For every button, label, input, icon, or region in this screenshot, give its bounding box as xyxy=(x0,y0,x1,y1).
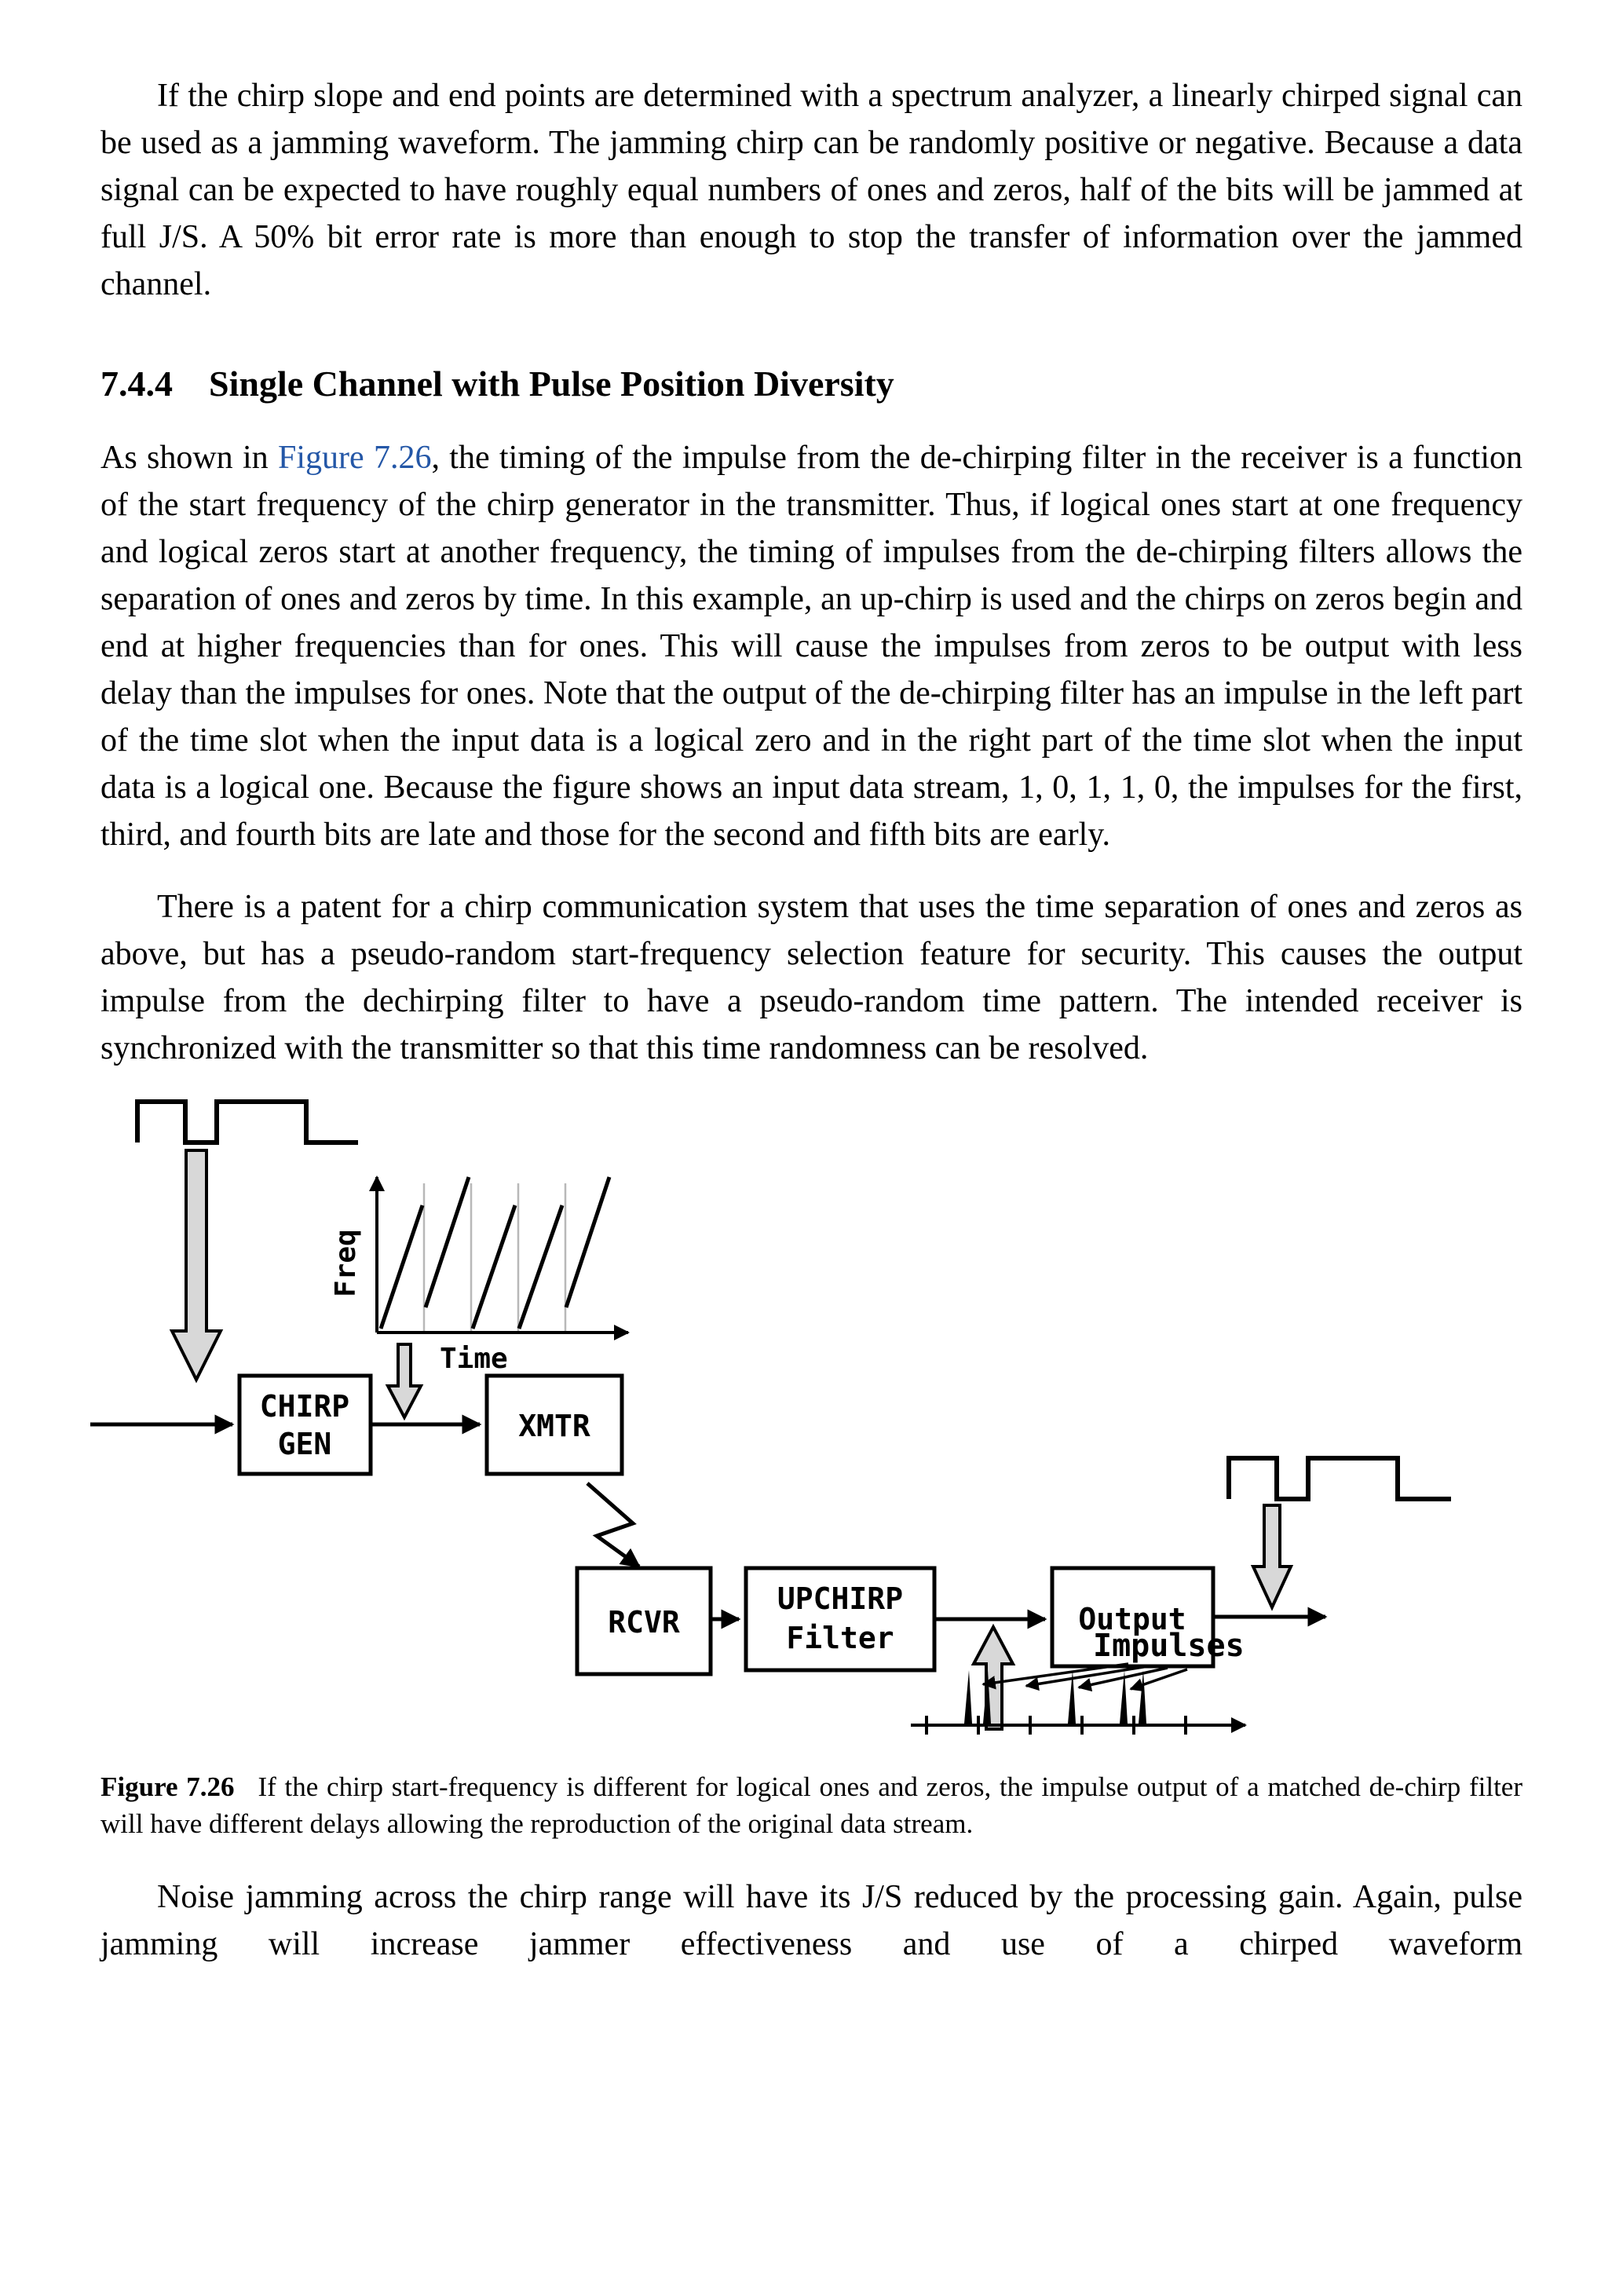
data-to-chirpgen-arrow-icon xyxy=(172,1150,221,1380)
chirpslope-to-xmtr-arrow-icon xyxy=(388,1344,421,1417)
chirp-ramp-one xyxy=(519,1205,562,1329)
chirp-ramp-one xyxy=(473,1205,515,1329)
paragraph-noise-jamming: Noise jamming across the chirp range will have its J/S reduced by the processing gain. Again, pulse jamming will increase jammer effectiveness and use of a chirped waveform xyxy=(101,1879,1522,1962)
waveform-to-output-arrow-icon xyxy=(1253,1505,1291,1607)
chirp-ramp-zero xyxy=(426,1177,469,1307)
upchirp-filter-label-line1: UPCHIRP xyxy=(777,1581,904,1616)
input-data-waveform xyxy=(137,1102,358,1143)
para2-text-after: , the timing of the impulse from the de-chirping filter in the receiver is a function of the start frequency of the chirp generator in the transmitter. Thus, if logical ones start at one frequency and logical zeros start at another frequency, the timing of impulses from the de-chirping filters allows the separation of ones and zeros by time. In this example, an up-chirp is used and the chirps on zeros begin and end at higher frequencies than for ones. This will cause the impulses from zeros to be output with less delay than the impulses for ones. Note that the output of the de-chirping filter has an impulse in the left part of the time slot when the input data is a logical zero and in the right part of the time slot when the input data is a logical one. Because the figure shows an input data stream, 1, 0, 1, 1, 0, the impulses for the first, third, and fourth bits are late and those for the second and fifth bits are early. xyxy=(101,440,1522,853)
figure-7-26-diagram xyxy=(79,1097,1522,1753)
impulse-spike-late xyxy=(964,1670,972,1724)
output-label: Output xyxy=(1078,1602,1186,1636)
chirp-ramp-one xyxy=(381,1205,422,1329)
time-axis-label: Time xyxy=(440,1343,508,1375)
impulse-pointer-line xyxy=(1131,1669,1187,1689)
figure-caption xyxy=(101,1768,1522,1842)
figure-7-26-link[interactable]: Figure 7.26 xyxy=(277,440,432,476)
figure-caption-text: If the chirp start-frequency is different for logical ones and zeros, the impulse output of a matched de-chirp filter will have different delays allowing the reproduction of the original data stream. xyxy=(101,1771,1522,1839)
chirp-gen-label-line1: CHIRP xyxy=(259,1389,350,1424)
section-number: 7.4.4 xyxy=(101,364,173,404)
rcvr-label: RCVR xyxy=(608,1605,680,1640)
chirp-gen-label-line2: GEN xyxy=(277,1427,332,1461)
impulses-label: Impulses xyxy=(1093,1628,1245,1664)
para2-text-before: As shown in xyxy=(101,440,278,476)
chirp-ramp-zero xyxy=(566,1177,609,1307)
chirp-freq-time-chart xyxy=(330,1177,628,1375)
paragraph-chirp-jamming: If the chirp slope and end points are determined with a spectrum analyzer, a linearly chirped signal can be used as a jamming waveform. The jamming chirp can be randomly positive or negative. Because a data signal can be expected to have roughly equal numbers of ones and zeros, half of the bits will be jammed at full J/S. A 50% bit error rate is more than enough to stop the transfer of information over the jammed channel. xyxy=(101,78,1522,302)
impulse-timeline xyxy=(911,1670,1245,1735)
freq-axis-label: Freq xyxy=(330,1229,362,1297)
impulse-spike-early xyxy=(1139,1670,1146,1724)
output-data-waveform xyxy=(1229,1458,1451,1499)
section-title: Single Channel with Pulse Position Diversity xyxy=(209,364,894,404)
figure-caption-label: Figure 7.26 xyxy=(101,1771,235,1802)
paragraph-patent: There is a patent for a chirp communication system that uses the time separation of ones and zeros as above, but has a pseudo-random start-frequency selection feature for security. This causes the output impulse from the dechirping filter to have a pseudo-random time pattern. The intended receiver is synchronized with the transmitter so that this time randomness can be resolved. xyxy=(101,889,1522,1066)
paragraph-figure-explanation xyxy=(101,434,1522,858)
rf-transmission-lightning-icon xyxy=(587,1483,639,1567)
section-heading xyxy=(101,363,1522,404)
impulses-to-output-arrow-icon xyxy=(974,1627,1013,1729)
chirp-system-diagram xyxy=(79,1097,1501,1749)
xmtr-label: XMTR xyxy=(518,1409,590,1443)
upchirp-filter-label-line2: Filter xyxy=(786,1621,894,1655)
